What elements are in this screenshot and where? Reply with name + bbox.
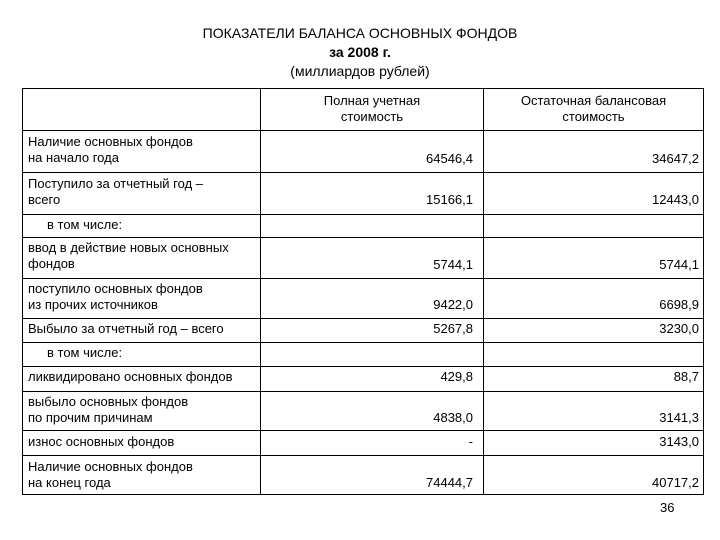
row-label-end-year <box>28 459 193 491</box>
row-label-line: на начало года <box>28 150 119 165</box>
value-residual-cost: 3143,0 <box>659 434 699 449</box>
row-label-commissioning <box>28 240 229 272</box>
value-full-cost: - <box>468 434 473 449</box>
page-number: 36 <box>660 500 675 515</box>
row-label-line: Наличие основных фондов <box>28 134 193 149</box>
header-full-cost <box>261 93 483 125</box>
value-residual-cost: 40717,2 <box>652 475 699 490</box>
row-label-line: поступило основных фондов <box>28 281 203 296</box>
row-label-line: на конец года <box>28 475 111 490</box>
title-line-3: (миллиардов рублей) <box>290 63 430 79</box>
row-label-line: всего <box>28 192 61 207</box>
row-label-line: из прочих источников <box>28 297 158 312</box>
value-residual-cost: 12443,0 <box>652 192 699 207</box>
value-full-cost: 429,8 <box>440 369 473 384</box>
value-residual-cost: 6698,9 <box>659 297 699 312</box>
row-label-received-total <box>28 176 203 208</box>
value-full-cost: 64546,4 <box>426 151 473 166</box>
value-full-cost: 9422,0 <box>433 297 473 312</box>
row-label-line: ввод в действие новых основных <box>28 240 229 255</box>
value-full-cost: 15166,1 <box>426 192 473 207</box>
row-label-depreciation: износ основных фондов <box>28 434 175 449</box>
row-label-line: по прочим причинам <box>28 410 153 425</box>
value-residual-cost: 88,7 <box>673 369 699 384</box>
value-full-cost: 4838,0 <box>433 410 473 425</box>
header-residual-cost-line-1: Остаточная балансовая <box>520 93 667 108</box>
row-label-start-year <box>28 134 193 166</box>
header-residual-cost <box>484 93 703 125</box>
row-label-other-sources <box>28 281 203 313</box>
value-full-cost: 5267,8 <box>433 321 473 336</box>
header-full-cost-line-1: Полная учетная <box>323 93 421 108</box>
row-label-liquidated: ликвидировано основных фондов <box>28 369 233 384</box>
row-label-disposed-total: Выбыло за отчетный год – всего <box>28 321 224 336</box>
header-full-cost-line-2: стоимость <box>340 109 404 124</box>
row-label-line: Наличие основных фондов <box>28 459 193 474</box>
value-residual-cost: 5744,1 <box>659 257 699 272</box>
row-label-including: в том числе: <box>47 217 123 232</box>
row-label-line: выбыло основных фондов <box>28 394 189 409</box>
row-label-line: фондов <box>28 256 75 271</box>
title-line-1: ПОКАЗАТЕЛИ БАЛАНСА ОСНОВНЫХ ФОНДОВ <box>202 25 518 41</box>
row-label-including: в том числе: <box>47 345 123 360</box>
row-label-other-reasons <box>28 394 188 426</box>
title-line-2: за 2008 г. <box>329 44 391 60</box>
row-label-line: Поступило за отчетный год – <box>28 176 203 191</box>
header-residual-cost-line-2: стоимость <box>562 109 625 124</box>
value-residual-cost: 3141,3 <box>659 410 699 425</box>
value-full-cost: 74444,7 <box>426 475 473 490</box>
value-residual-cost: 3230,0 <box>659 321 699 336</box>
value-residual-cost: 34647,2 <box>652 151 699 166</box>
value-full-cost: 5744,1 <box>433 257 473 272</box>
